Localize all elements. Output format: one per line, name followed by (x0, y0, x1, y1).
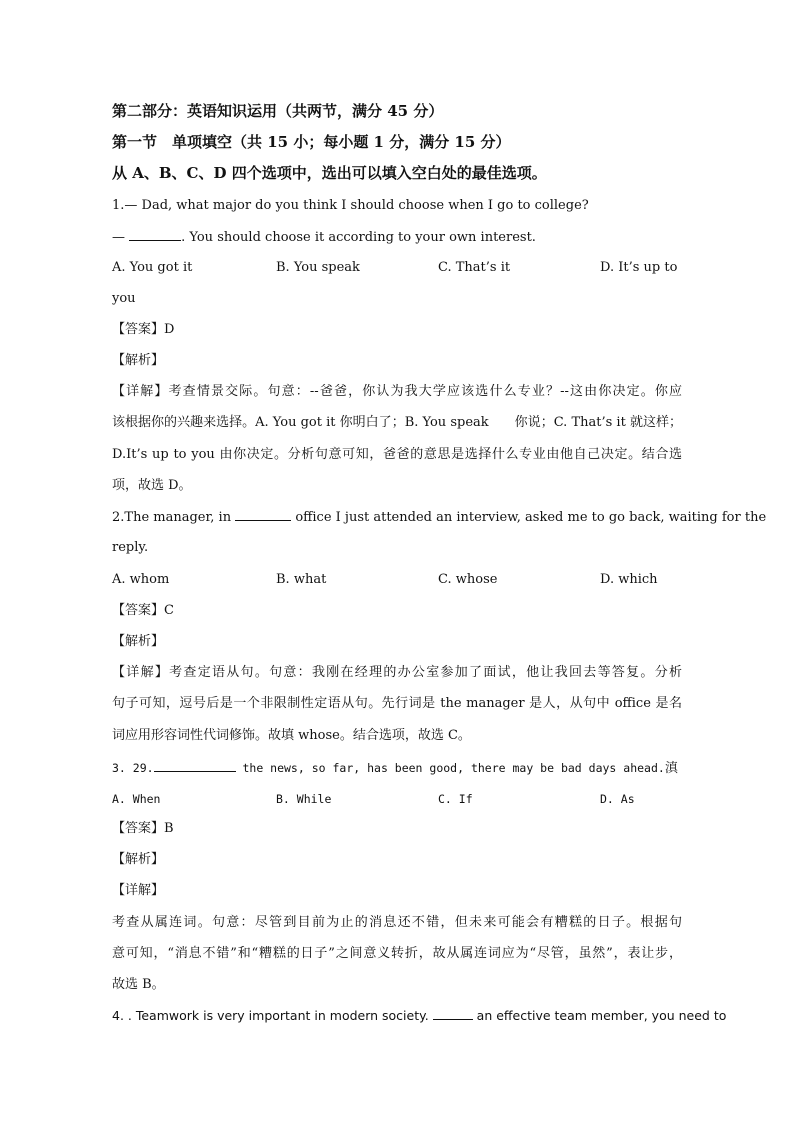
q4-stem-line-1 (112, 1007, 727, 1025)
q2-stem-wrap: reply. (112, 540, 149, 555)
instruction-heading: 从 A、B、C、D 四个选项中，选出可以填入空白处的最佳选项。 (112, 164, 547, 182)
q2-detail-line-1: 【详解】考查定语从句。句意：我刚在经理的办公室参加了面试，他让我回去等答复。分析 (112, 665, 682, 680)
q1-detail-line-1: 【详解】考查情景交际。句意：--爸爸，你认为我大学应该选什么专业？--这由你决定。你应 (112, 384, 682, 399)
q3-option-d: D. As (600, 792, 635, 806)
q1-stem-pre: — (112, 230, 130, 245)
q4-blank (433, 1007, 473, 1020)
q2-detail-line-2: 句子可知，逗号后是一个非限制性定语从句。先行词是 the manager 是人，从句中 office 是名 (112, 696, 682, 711)
q3-answer: 【答案】B (112, 821, 174, 836)
q2-stem-pre: 2.The manager, in (112, 510, 236, 525)
q3-stem-post: the news, so far, has been good, there may be bad days ahead. (235, 761, 665, 775)
q1-option-wrap: you (112, 291, 136, 306)
q2-stem-line-1 (112, 508, 767, 527)
q3-detail-line-2: 意可知，“消息不错”和“糟糕的日子”之间意义转折，故从属连词应为“尽管，虽然”，表让步， (112, 946, 682, 961)
q1-stem-line-1: 1.— Dad, what major do you think I should choose when I go to college? (112, 198, 589, 213)
q2-blank (235, 508, 291, 521)
q3-stem-pre: 3. 29. (112, 761, 154, 775)
q1-detail-line-2: 该根据你的兴趣来选择。A. You got it 你明白了；B. You speak 你说；C. That’s it 就这样； (112, 415, 682, 430)
q3-option-c: C. If (438, 792, 473, 806)
q2-answer: 【答案】C (112, 603, 174, 618)
q1-stem-post: . You should choose it according to your own interest. (181, 230, 536, 245)
q2-detail-line-3: 词应用形容词性代词修饰。故填 whose。结合选项，故选 C。 (112, 728, 471, 743)
q2-analysis-label: 【解析】 (112, 634, 165, 649)
q3-stem-tail: 滇 (664, 761, 678, 776)
q2-option-c: C. whose (438, 572, 498, 587)
q3-blank (154, 759, 236, 772)
q1-option-c: C. That’s it (438, 260, 511, 275)
q3-detail-line-1: 考查从属连词。句意：尽管到目前为止的消息还不错，但未来可能会有糟糕的日子。根据句 (112, 915, 682, 930)
part-heading: 第二部分：英语知识运用（共两节，满分 45 分） (112, 102, 444, 120)
q1-options (112, 259, 682, 277)
q1-stem-line-2 (112, 228, 682, 247)
q2-option-a: A. whom (112, 572, 170, 587)
q1-blank (129, 228, 181, 241)
q1-option-a: A. You got it (112, 260, 193, 275)
q4-stem-post: an effective team member, you need to (472, 1008, 727, 1023)
q3-analysis-label: 【解析】 (112, 852, 165, 867)
q1-answer: 【答案】D (112, 322, 175, 337)
q1-option-b: B. You speak (276, 260, 360, 275)
q3-detail-line-3: 故选 B。 (112, 977, 165, 992)
q3-detail-label: 【详解】 (112, 883, 165, 898)
q3-stem-line-1 (112, 759, 682, 778)
q1-detail-line-4: 项，故选 D。 (112, 478, 192, 493)
q2-option-d: D. which (600, 572, 658, 587)
q3-option-b: B. While (276, 792, 332, 806)
q1-detail-line-3: D.It’s up to you 由你决定。分析句意可知，爸爸的意思是选择什么专业由他自己决定。结合选 (112, 447, 682, 462)
q2-options (112, 571, 682, 589)
section-heading: 第一节 单项填空（共 15 小；每小题 1 分，满分 15 分） (112, 133, 511, 151)
q2-stem-post: office I just attended an interview, asked me to go back, waiting for the (291, 510, 767, 525)
q4-stem-pre: 4. . Teamwork is very important in modern society. (112, 1008, 433, 1023)
q3-option-a: A. When (112, 792, 161, 806)
q1-option-d: D. It’s up to (600, 260, 678, 275)
q2-option-b: B. what (276, 572, 327, 587)
q3-options (112, 790, 682, 808)
q1-analysis-label: 【解析】 (112, 353, 165, 368)
